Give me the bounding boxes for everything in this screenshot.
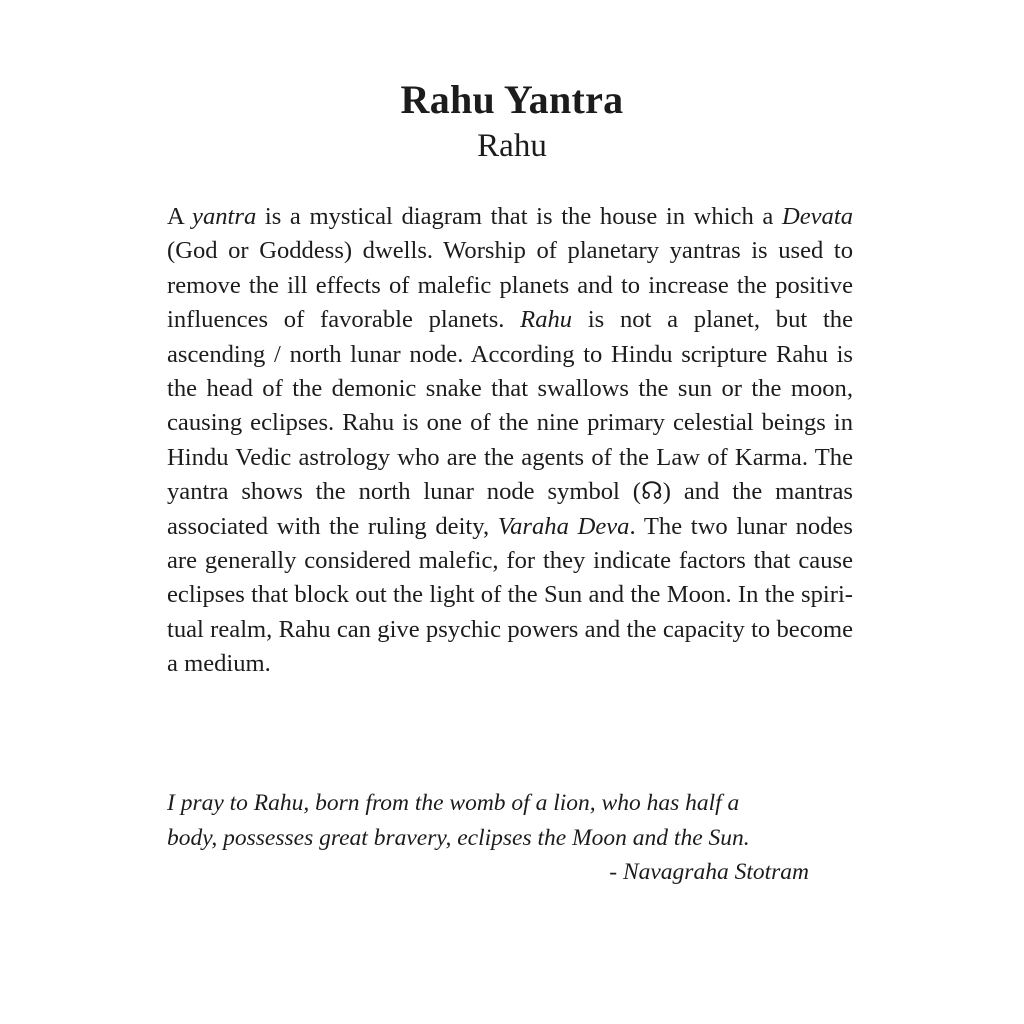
body-paragraph: [167, 200, 853, 682]
page-subtitle: Rahu: [477, 128, 547, 164]
quote-attribution: - Navagraha Stotram: [609, 859, 809, 885]
body-emphasis-devata: Devata: [781, 203, 853, 230]
quote-line: body, possesses great bravery, eclipses the Moon and the Sun.: [167, 824, 750, 851]
body-text-segment: A: [167, 203, 193, 230]
body-text-segment: (God or Goddess) dwells. Worship of planetary yantras is used to remove the ill effects of malefic planets and to increase the positive influences of favorable planets.: [167, 237, 853, 334]
body-text-segment: is not a planet, but the ascending / north lunar node. According to Hindu scripture Rahu is the head of the demonic snake that swallows the sun or the moon, causing eclipses. Rahu is one of the nine primary celestial beings in Hindu Vedic astrology who are the agents of the Law of Karma. The yantra shows the north lunar node symbol (☊) and the mantras associated with the ruling deity,: [167, 306, 853, 540]
body-emphasis-rahu: Rahu: [520, 306, 573, 334]
page-title: Rahu Yantra: [400, 77, 624, 122]
quote-line: I pray to Rahu, born from the womb of a lion, who has half a: [167, 790, 740, 816]
quote-block: [167, 786, 867, 855]
body-text-segment: is a mystical diagram that is the house in which a: [256, 203, 782, 230]
body-emphasis-yantra: yantra: [192, 203, 257, 230]
body-text-segment: . The two lunar nodes are generally considered malefic, for they indicate factors that cause eclipses that block out the light of the Sun and the Moon. In the spiritual realm, Rahu can give psychic powers and the capacity to become a medium.: [167, 512, 854, 678]
body-emphasis-varaha-deva: Varaha Deva: [497, 512, 630, 540]
